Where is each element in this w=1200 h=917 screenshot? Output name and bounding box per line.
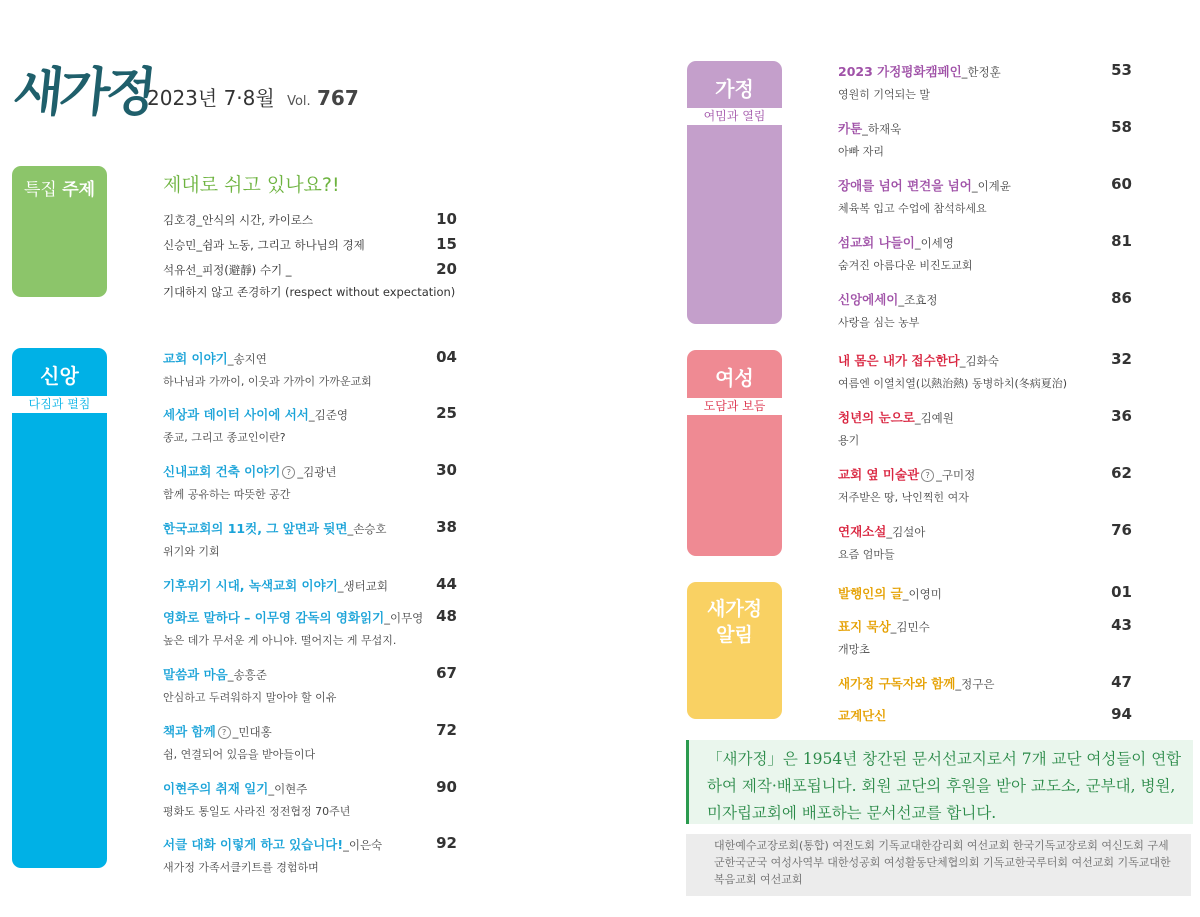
info-circle-icon: ? xyxy=(282,466,295,479)
page-number: 86 xyxy=(1111,289,1132,307)
member-denominations-text: 대한예수교장로회(통합) 여전도회 기독교대한감리회 여선교회 한국기독교장로회 여신도회 구세군한국군국 여성사역부 대한성공회 여성활동단체협의회 기독교한국루터회 여선교회 기독교대한복음교회 여선교회 xyxy=(714,839,1171,886)
women-tab xyxy=(687,350,782,556)
page-number: 38 xyxy=(436,518,457,536)
entry-title xyxy=(838,584,942,602)
page-number: 48 xyxy=(436,607,457,625)
faith-entry xyxy=(163,349,372,389)
intro-text: 「새가정」은 1954년 창간된 문서선교지로서 7개 교단 여성들이 연합하여 제작·배포됩니다. 회원 교단의 후원을 받아 교도소, 군부대, 병원, 미자립교회에 배포하는 문서선교를 합니다. xyxy=(707,750,1182,822)
entry-subtitle: 안심하고 두려워하지 말아야 할 이유 xyxy=(163,691,337,704)
entry-author: _이계윤 xyxy=(971,179,1011,193)
entry-author: _이은숙 xyxy=(343,838,383,852)
entry-title-text: 영화로 말하다 – 이무영 감독의 영화읽기 xyxy=(163,610,385,625)
entry-title xyxy=(163,835,382,853)
page-number: 67 xyxy=(436,664,457,682)
faith-entry xyxy=(163,462,336,502)
entry-title xyxy=(163,779,350,797)
entry-author: _김민수 xyxy=(890,620,930,634)
entry-title xyxy=(838,465,975,483)
entry-title xyxy=(163,349,372,367)
page-number: 32 xyxy=(1111,350,1132,368)
page-number: 44 xyxy=(436,575,457,593)
entry-subtitle: 새가정 가족서클키트를 경험하며 xyxy=(163,861,319,874)
entry-subtitle: 평화도 통일도 사라진 정전협정 70주년 xyxy=(163,805,351,818)
entry-author: _정구은 xyxy=(955,677,995,691)
family-entry xyxy=(838,119,901,159)
women-entry xyxy=(838,522,925,562)
faith-entry xyxy=(163,405,348,445)
page-number: 47 xyxy=(1111,673,1132,691)
family-tab xyxy=(687,61,782,324)
feature-item: 기대하지 않고 존경하기 (respect without expectation) xyxy=(163,285,456,299)
entry-title xyxy=(838,351,1067,369)
page-number: 04 xyxy=(436,348,457,366)
page-number: 81 xyxy=(1111,232,1132,250)
entry-title-text: 신내교회 건축 이야기 xyxy=(163,464,281,479)
entry-subtitle: 용기 xyxy=(838,434,860,447)
entry-title-text: 책과 함께 xyxy=(163,724,216,739)
entry-subtitle: 쉼, 연결되어 있음을 받아들이다 xyxy=(163,748,316,761)
feature-tab-text1: 특집 xyxy=(23,180,57,200)
news-tab-title-line1: 새가정 xyxy=(706,598,763,620)
page-number: 20 xyxy=(436,260,457,278)
entry-subtitle: 영원히 기억되는 말 xyxy=(838,88,931,101)
page-number: 15 xyxy=(436,235,457,253)
family-tab-subtitle: 여밈과 열림 xyxy=(687,108,782,125)
faith-tab-subtitle: 다짐과 펼침 xyxy=(12,396,107,413)
member-denominations xyxy=(686,834,1191,896)
info-circle-icon: ? xyxy=(921,469,934,482)
entry-author: _조효정 xyxy=(898,293,938,307)
page-number: 25 xyxy=(436,404,457,422)
page-number: 76 xyxy=(1111,521,1132,539)
page-number: 36 xyxy=(1111,407,1132,425)
feature-item: 김호경_안식의 시간, 카이로스 xyxy=(163,213,314,227)
entry-subtitle: 함께 공유하는 따뜻한 공간 xyxy=(163,488,291,501)
faith-entry xyxy=(163,665,336,705)
entry-title xyxy=(163,722,315,740)
news-entry xyxy=(838,674,994,692)
entry-title-text: 연재소설 xyxy=(838,524,887,539)
feature-tab-text2: 주제 xyxy=(62,180,96,200)
issue-info xyxy=(147,82,359,111)
entry-title-text: 교회 이야기 xyxy=(163,351,228,366)
entry-author: _송흥준 xyxy=(227,668,267,682)
entry-title-text: 섬교회 나들이 xyxy=(838,235,915,250)
entry-title xyxy=(838,176,1011,194)
entry-title-text: 세상과 데이터 사이에 서서 xyxy=(163,407,309,422)
entry-title-text: 청년의 눈으로 xyxy=(838,410,915,425)
entry-title xyxy=(163,405,348,423)
entry-subtitle: 여름엔 이열치열(以熱治熱) 동병하치(冬病夏治) xyxy=(838,377,1068,390)
faith-entry xyxy=(163,779,350,819)
entry-author: _생터교회 xyxy=(337,579,388,593)
intro-box xyxy=(686,740,1193,824)
entry-author: _이현주 xyxy=(268,782,308,796)
entry-title-text: 2023 가정평화캠페인 xyxy=(838,64,962,79)
entry-subtitle: 사랑을 심는 농부 xyxy=(838,316,920,329)
feature-tab xyxy=(12,166,107,297)
news-tab xyxy=(687,582,782,719)
entry-subtitle: 높은 데가 무서운 게 아니야. 떨어지는 게 무섭지. xyxy=(163,634,397,647)
entry-title xyxy=(838,617,930,635)
entry-subtitle: 저주받은 땅, 낙인찍힌 여자 xyxy=(838,491,969,504)
entry-author: _김광년 xyxy=(297,465,337,479)
faith-tab xyxy=(12,348,107,868)
entry-title xyxy=(163,665,336,683)
magazine-logo: 새가정 xyxy=(10,62,156,123)
entry-title-text: 한국교회의 11컷, 그 앞면과 뒷면 xyxy=(163,521,348,536)
family-entry xyxy=(838,176,1011,216)
entry-subtitle: 개망초 xyxy=(838,643,870,656)
page-number: 01 xyxy=(1111,583,1132,601)
entry-title-text: 교계단신 xyxy=(838,708,887,723)
news-entry xyxy=(838,617,930,657)
entry-title-text: 이현주의 취재 일기 xyxy=(163,781,269,796)
info-circle-icon: ? xyxy=(218,726,231,739)
feature-topic: 제대로 쉬고 있나요?! xyxy=(163,174,340,196)
entry-title-text: 내 몸은 내가 접수한다 xyxy=(838,353,960,368)
page-number: 53 xyxy=(1111,61,1132,79)
feature-item: 신승민_쉼과 노동, 그리고 하나님의 경제 xyxy=(163,238,365,252)
feature-tab-title xyxy=(12,175,107,200)
entry-subtitle: 종교, 그리고 종교인이란? xyxy=(163,431,286,444)
women-entry xyxy=(838,465,975,505)
entry-title xyxy=(838,522,925,540)
entry-title xyxy=(163,608,423,626)
page-number: 30 xyxy=(436,461,457,479)
entry-title-text: 발행인의 글 xyxy=(838,586,903,601)
entry-title xyxy=(838,62,1001,80)
women-entry xyxy=(838,408,954,448)
entry-title xyxy=(163,519,387,537)
entry-author: _김예원 xyxy=(914,411,954,425)
entry-subtitle: 숨겨진 아름다운 비진도교회 xyxy=(838,259,973,272)
entry-title-text: 교회 옆 미술관 xyxy=(838,467,920,482)
entry-title-text: 서클 대화 이렇게 하고 있습니다! xyxy=(163,837,344,852)
entry-title-text: 기후위기 시대, 녹색교회 이야기 xyxy=(163,578,338,593)
entry-author: _손승호 xyxy=(347,522,387,536)
page-number: 62 xyxy=(1111,464,1132,482)
entry-author: _김설아 xyxy=(886,525,926,539)
news-entry xyxy=(838,584,942,602)
entry-author: _김화숙 xyxy=(959,354,999,368)
entry-title-text: 신앙에세이 xyxy=(838,292,899,307)
entry-subtitle: 위기와 기회 xyxy=(163,545,220,558)
entry-title-text: 표지 묵상 xyxy=(838,619,891,634)
entry-title xyxy=(838,674,994,692)
entry-title xyxy=(838,119,901,137)
faith-entry xyxy=(163,722,315,762)
entry-title xyxy=(838,290,937,308)
entry-author: _송지연 xyxy=(227,352,267,366)
family-tab-title: 가정 xyxy=(715,77,754,101)
faith-entry xyxy=(163,835,382,875)
entry-title-text: 말씀과 마음 xyxy=(163,667,228,682)
entry-title xyxy=(838,706,886,724)
entry-title-text: 새가정 구독자와 함께 xyxy=(838,676,956,691)
page-number: 60 xyxy=(1111,175,1132,193)
entry-title xyxy=(163,576,388,594)
entry-title xyxy=(163,462,336,480)
vol-label: Vol. xyxy=(287,94,311,109)
page-number: 72 xyxy=(436,721,457,739)
entry-author: _이세영 xyxy=(914,236,954,250)
entry-author: _이무영 xyxy=(384,611,424,625)
news-tab-title-line2: 알림 xyxy=(716,624,753,646)
entry-subtitle: 아빠 자리 xyxy=(838,145,885,158)
women-tab-subtitle: 도담과 보듬 xyxy=(687,398,782,415)
faith-entry xyxy=(163,519,387,559)
entry-author: _이영미 xyxy=(902,587,942,601)
entry-subtitle: 요즘 엄마들 xyxy=(838,548,895,561)
entry-subtitle: 체육복 입고 수업에 참석하세요 xyxy=(838,202,987,215)
news-tab-title xyxy=(687,596,782,648)
women-entry xyxy=(838,351,1067,391)
entry-title-text: 카툰 xyxy=(838,121,863,136)
entry-author: _하재욱 xyxy=(862,122,902,136)
issue-date: 2023년 7·8월 xyxy=(147,86,275,110)
family-entry xyxy=(838,62,1001,102)
entry-author: _한정훈 xyxy=(961,65,1001,79)
entry-title-text: 장애를 넘어 편견을 넘어 xyxy=(838,178,972,193)
family-entry xyxy=(838,290,937,330)
page-number: 94 xyxy=(1111,705,1132,723)
entry-author: _김준영 xyxy=(308,408,348,422)
entry-author: _민대홍 xyxy=(232,725,272,739)
vol-number: 767 xyxy=(317,86,359,110)
entry-title xyxy=(838,233,973,251)
page-number: 58 xyxy=(1111,118,1132,136)
faith-entry xyxy=(163,608,423,648)
page-number: 43 xyxy=(1111,616,1132,634)
faith-entry xyxy=(163,576,388,594)
page-number: 10 xyxy=(436,210,457,228)
entry-subtitle: 하나님과 가까이, 이웃과 가까이 가까운교회 xyxy=(163,375,372,388)
family-entry xyxy=(838,233,973,273)
entry-title xyxy=(838,408,954,426)
news-entry xyxy=(838,706,886,724)
women-tab-title: 여성 xyxy=(715,366,754,390)
faith-tab-title: 신앙 xyxy=(40,364,79,388)
feature-item: 석유선_피정(避靜) 수기 _ xyxy=(163,263,292,277)
page-number: 90 xyxy=(436,778,457,796)
entry-author: _구미정 xyxy=(936,468,976,482)
page-number: 92 xyxy=(436,834,457,852)
